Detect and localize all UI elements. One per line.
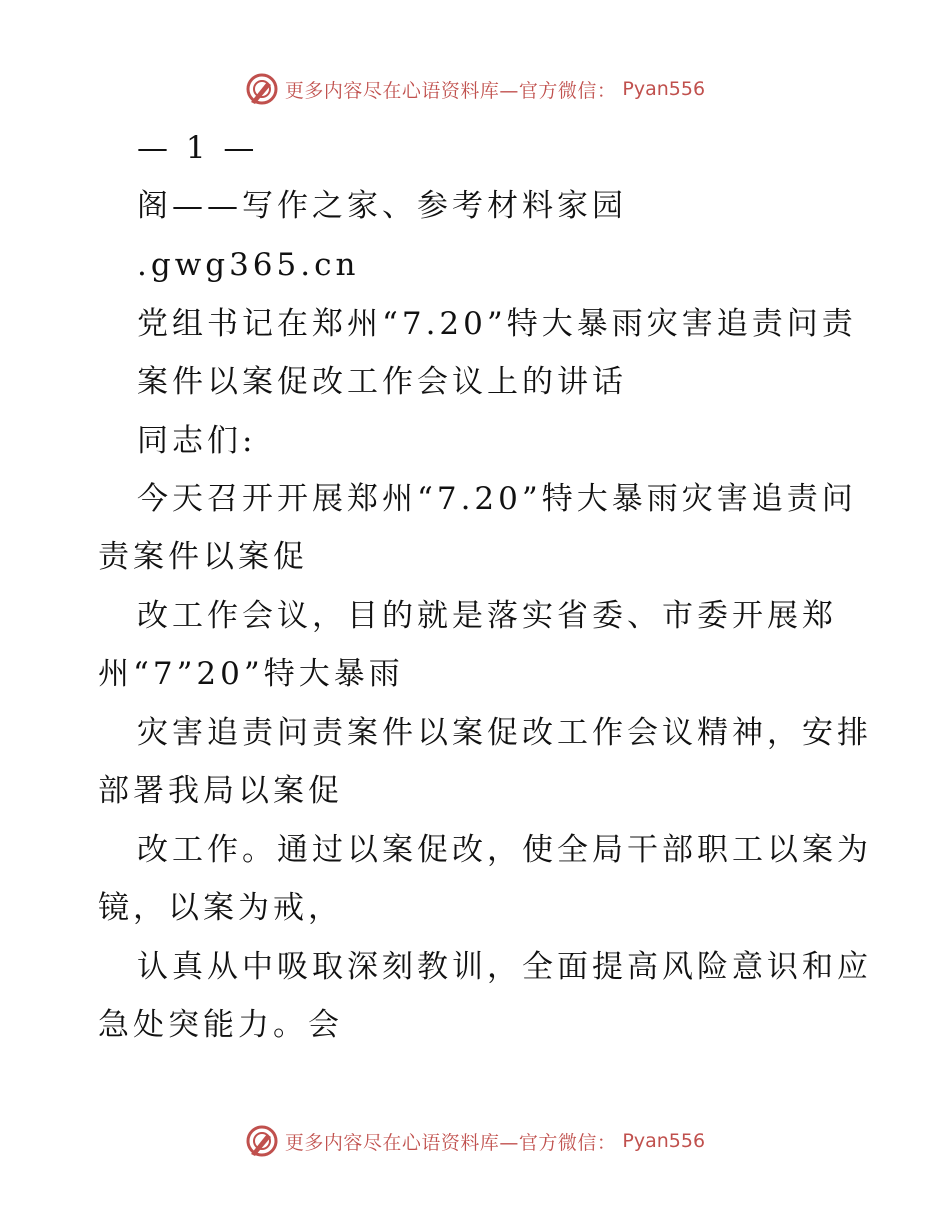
text-line: .gwg365.cn: [137, 247, 360, 283]
watermark-wechat-id: Pyan556: [622, 1130, 706, 1152]
text-line: 灾害追责问责案件以案促改工作会议精神，安排: [137, 715, 872, 751]
text-line: 认真从中吸取深刻教训，全面提高风险意识和应: [137, 949, 872, 985]
footer-watermark: [0, 1124, 950, 1158]
text-line: 急处突能力。会: [98, 1007, 343, 1043]
text-line: 部署我局以案促: [98, 773, 343, 809]
text-line: 改工作会议，目的就是落实省委、市委开展郑: [137, 598, 837, 634]
pen-logo-icon: [245, 1124, 279, 1158]
document-title-line-1: 党组书记在郑州“7.20”特大暴雨灾害追责问责: [137, 306, 857, 342]
text-line: 责案件以案促: [98, 539, 308, 575]
pen-logo-icon: [245, 72, 279, 106]
watermark-text: 更多内容尽在心语资料库—官方微信：: [284, 79, 617, 102]
text-line: 阁——写作之家、参考材料家园: [137, 188, 627, 224]
watermark-wechat-id: Pyan556: [622, 78, 706, 100]
watermark-text: 更多内容尽在心语资料库—官方微信：: [284, 1131, 617, 1154]
page-number: — 1 —: [137, 130, 259, 166]
header-watermark: [0, 72, 950, 106]
text-line: 改工作。通过以案促改，使全局干部职工以案为: [137, 832, 872, 868]
document-title-line-2: 案件以案促改工作会议上的讲话: [137, 364, 627, 400]
text-line: 今天召开开展郑州“7.20”特大暴雨灾害追责问: [137, 481, 857, 517]
text-line: 镜，以案为戒，: [98, 890, 343, 926]
salutation: 同志们:: [137, 423, 257, 459]
text-line: 州“7”20”特大暴雨: [98, 656, 404, 692]
